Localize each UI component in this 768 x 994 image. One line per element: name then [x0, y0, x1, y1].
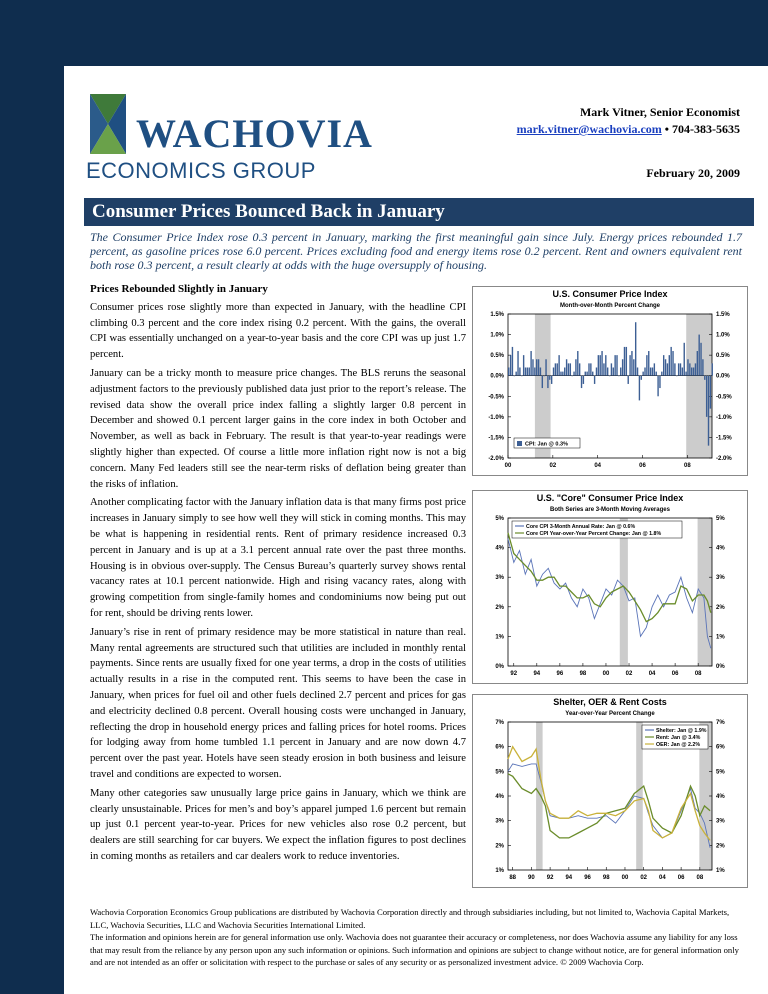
y-tick-label: 0%	[495, 664, 504, 670]
cpi-bar	[616, 355, 617, 376]
cpi-bar	[530, 351, 531, 376]
y-tick-label: 4%	[716, 794, 725, 800]
y-tick-label: 1.5%	[490, 312, 504, 318]
y-tick-label: 1%	[495, 634, 504, 641]
chart-subtitle: Year-over-Year Percent Change	[565, 711, 655, 717]
section-heading: Prices Rebounded Slightly in January	[90, 283, 268, 295]
cpi-bar	[538, 359, 539, 375]
cpi-bar	[676, 376, 677, 377]
cpi-bar	[536, 359, 537, 375]
cpi-bar	[515, 372, 516, 376]
disclaimer-paragraph-2: The information and opinions herein are for general information use only. Wachovia does not guarantee their accuracy or completeness, nor does Wachovia assume any liability for any loss that may result from the reliance by any person upon any such information or opinions. Such information and opinions are subject to change without notice, are for general information only and are not intended as an offer or solicitation with respect to the purchase or sales of any security or as personalized investment advice. © 2009 Wachovia Corp.	[90, 932, 739, 967]
cpi-bar	[553, 367, 554, 375]
cpi-bar	[704, 376, 705, 380]
cpi-bar	[525, 367, 526, 375]
x-tick-label: 06	[639, 463, 646, 469]
cpi-bar	[605, 355, 606, 376]
cpi-bar	[618, 376, 619, 377]
disclaimer-paragraph-1: Wachovia Corporation Economics Group publications are distributed by Wachovia Corporation directly and through subsidiaries including, but not limited to, Wachovia Capital Markets, LLC, Wachovia Securities, LLC and Wachovia Securities International Limited.	[90, 907, 730, 930]
cpi-bar	[698, 335, 699, 376]
y-tick-label: -0.5%	[488, 394, 504, 401]
cpi-bar	[702, 359, 703, 375]
chart-title: U.S. Consumer Price Index	[552, 289, 668, 299]
cpi-bar	[510, 355, 511, 376]
x-tick-label: 08	[683, 463, 691, 469]
report-date: February 20, 2009	[646, 166, 740, 180]
cpi-bar	[562, 372, 563, 376]
x-tick-label: 92	[546, 875, 554, 881]
y-tick-label: 5%	[716, 516, 725, 522]
cpi-bar	[639, 376, 640, 401]
author-phone: • 704-383-5635	[661, 122, 740, 136]
cpi-bar	[512, 347, 513, 376]
y-tick-label: 1.0%	[490, 332, 504, 339]
cpi-bar	[571, 376, 572, 377]
cpi-bar	[663, 355, 664, 376]
cpi-bar	[613, 367, 614, 375]
cpi-bar	[712, 363, 713, 375]
cpi-bar	[626, 347, 627, 376]
author-block	[517, 104, 740, 138]
cpi-bar	[542, 376, 543, 388]
y-tick-label: 3%	[495, 818, 504, 825]
cpi-bar	[590, 363, 591, 375]
cpi-bar	[710, 376, 711, 409]
cpi-bar	[609, 376, 610, 377]
cpi-bar	[585, 372, 586, 376]
y-tick-label: 7%	[716, 720, 725, 726]
cpi-bar	[543, 376, 544, 377]
cpi-bar	[635, 322, 636, 375]
x-tick-label: 98	[579, 671, 587, 677]
body-paragraph-2: January can be a tricky month to measure price changes. The BLS reruns the seasonal adjustment factors to the previously published data just prior to the report’s release. The revised data show the overall price index falling a slightly larger 0.8 percent in December and showed 0.1 percent larger gains in the core index in both October and November, as well as back in February. The result is that year-to-year readings were slightly higher than expected. Of course a little more inflation right now is not a big concern. Many Fed leaders still see the near-term risks of deflation being greater than the risks of inflation.	[90, 367, 466, 490]
cpi-bar	[586, 372, 587, 376]
y-tick-label: 1%	[716, 868, 725, 874]
legend-entry: Core CPI Year-over-Year Percent Change: Jan @ 1.8%	[526, 531, 662, 537]
legend-swatch	[517, 441, 522, 446]
chart-shelter-svg	[472, 694, 748, 888]
cpi-bar	[594, 376, 595, 384]
cpi-bar	[695, 363, 696, 375]
legend-entry: OER: Jan @ 2.2%	[656, 742, 701, 748]
x-tick-label: 04	[594, 463, 602, 469]
y-tick-label: 5%	[716, 769, 725, 776]
cpi-bar	[654, 363, 655, 375]
x-tick-label: 00	[504, 463, 512, 469]
cpi-bar	[691, 367, 692, 375]
body-paragraph-3: Another complicating factor with the January inflation data is that many firms post price increases in January simply to see how well they will stick in coming months. This may be what is happening in residential rents. Rent of primary residence increased 0.3 percent in January and is up at a 3.1 percent annual rate over the past three months. Housing is in obvious over-supply. The Census Bureau’s quarterly survey shows rental vacancy rates at 10.1 percent nationwide. High and rising vacancy rates, along with growing competition from single-family homes and condominiums now being put out for rent, should be driving rents lower.	[90, 497, 466, 619]
cpi-bar	[527, 367, 528, 375]
cpi-bar	[577, 351, 578, 376]
y-tick-label: -2.0%	[716, 456, 732, 462]
report-summary: The Consumer Price Index rose 0.3 percent in January, marking the first meaningful gain since July. Energy prices rebounded 1.7 percent, as gasoline prices rose 6.0 percent. Prices excluding food and energy items rose 0.2 percent. Rent and owners equivalent rent both rose 0.3 percent, a result clearly at odds with the huge oversupply of housing.	[90, 230, 742, 272]
body-paragraph-1: Consumer prices rose slightly more than expected in January, with the headline CPI climbing 0.3 percent and the core index rising 0.2 percent. With the gains, the overall CPI was essentially unchanged on a year-to-year basis and the core CPI was up just 1.7 percent.	[90, 301, 466, 361]
chart-cpi-monthly	[472, 286, 748, 476]
x-tick-label: 02	[549, 463, 557, 469]
cpi-bar	[641, 376, 642, 380]
y-tick-label: 2%	[495, 843, 504, 850]
cpi-bar	[656, 372, 657, 376]
cpi-bar	[601, 351, 602, 376]
y-tick-label: -2.0%	[488, 456, 504, 462]
cpi-bar	[564, 367, 565, 375]
x-tick-label: 06	[677, 875, 685, 881]
cpi-bar	[558, 355, 559, 376]
y-tick-label: 6%	[716, 744, 725, 751]
chart-subtitle: Month-over-Month Percent Change	[560, 303, 660, 309]
y-tick-label: 1%	[495, 868, 504, 874]
cpi-bar	[689, 363, 690, 375]
cpi-bar	[700, 343, 701, 376]
x-tick-label: 00	[621, 875, 629, 881]
chart-core-cpi-svg	[472, 490, 748, 684]
cpi-bar	[560, 372, 561, 376]
cpi-bar	[708, 376, 709, 446]
cpi-bar	[629, 355, 630, 376]
cpi-bar	[555, 363, 556, 375]
x-tick-label: 88	[509, 875, 517, 881]
report-title: Consumer Prices Bounced Back in January	[84, 198, 754, 226]
cpi-bar	[551, 376, 552, 384]
x-tick-label: 08	[696, 875, 704, 881]
legend-entry: Shelter: Jan @ 1.9%	[656, 728, 707, 734]
cpi-bar	[579, 363, 580, 375]
author-email-link[interactable]: mark.vitner@wachovia.com	[516, 122, 662, 136]
cpi-bar	[557, 363, 558, 375]
y-tick-label: 5%	[495, 516, 504, 522]
y-tick-label: 5%	[495, 769, 504, 776]
cpi-bar	[642, 372, 643, 376]
x-tick-label: 94	[565, 875, 573, 881]
y-tick-label: -1.0%	[488, 414, 504, 421]
wachovia-logo-icon	[84, 90, 132, 158]
cpi-bar	[532, 359, 533, 375]
chart-subtitle: Both Series are 3-Month Moving Averages	[550, 507, 670, 513]
author-name: Mark Vitner, Senior Economist	[579, 105, 740, 119]
cpi-bar	[529, 367, 530, 375]
y-tick-label: 0.0%	[490, 373, 504, 380]
author-contact	[517, 121, 740, 138]
cpi-bar	[637, 367, 638, 375]
y-tick-label: 1.5%	[716, 312, 730, 318]
cpi-bar	[517, 351, 518, 376]
y-tick-label: 1.0%	[716, 332, 730, 339]
cpi-bar	[547, 376, 548, 388]
chart-cpi-monthly-svg	[472, 286, 748, 476]
x-tick-label: 94	[533, 671, 541, 677]
cpi-bar	[611, 363, 612, 375]
recession-band	[620, 518, 628, 666]
y-tick-label: 0%	[716, 664, 725, 670]
y-tick-label: 0.0%	[716, 373, 730, 380]
cpi-bar	[588, 363, 589, 375]
x-tick-label: 90	[528, 875, 535, 881]
body-paragraph-4: January’s rise in rent of primary residence may be more statistical in nature than real. Many rental agreements are structured such that utilities are included in monthly rental payments. Since rents are usually fixed for one year terms, a drop in the costs of utilities actually results in a rise in the computed rent. This seems to have been the case in January, when prices for fuel oil and other fuels declined 2.7 percent and prices for gas and electricity declined 0.8 percent. Overall housing costs were unchanged in January, reflecting the drop in household energy prices and falling prices for hotel rooms. Prices for lodging away from home tumbled 1.1 percent in January and are now down 4.7 percent over the past year. Hotels have seen steady erosion in both business and leisure travel and conditions are expected to worsen.	[90, 626, 466, 780]
cpi-bar	[545, 359, 546, 375]
x-tick-label: 04	[659, 875, 666, 881]
x-tick-label: 04	[648, 671, 656, 677]
x-tick-label: 02	[640, 875, 648, 881]
logo-subtitle: ECONOMICS GROUP	[86, 158, 316, 183]
y-tick-label: 4%	[495, 545, 504, 552]
cpi-bar	[697, 351, 698, 376]
cpi-bar	[514, 376, 515, 377]
y-tick-label: -1.0%	[716, 414, 732, 421]
cpi-bar	[644, 367, 645, 375]
cpi-bar	[575, 359, 576, 375]
y-tick-label: -1.5%	[716, 435, 732, 442]
cpi-bar	[631, 351, 632, 376]
cpi-bar	[624, 347, 625, 376]
y-tick-label: 2%	[716, 843, 725, 850]
cpi-bar	[596, 367, 597, 375]
chart-core-cpi	[472, 490, 748, 684]
cpi-bar	[549, 376, 550, 380]
cpi-bar	[648, 351, 649, 376]
body-paragraph-5: Many other categories saw unusually large price gains in January, which we think are clearly unsustainable. Prices for men’s and boy’s apparel jumped 1.6 percent but remain up just 0.1 percent year-to-year. Prices for new vehicles also rose 0.2 percent, but dealers are still searching for car buyers. We expect the inflation figures to post declines in coming months as retailers and car dealers work to reduce inventories.	[90, 787, 466, 862]
x-tick-label: 96	[584, 875, 591, 881]
cpi-bar	[684, 343, 685, 376]
cpi-bar	[620, 367, 621, 375]
cpi-bar	[583, 376, 584, 384]
body-column	[90, 282, 466, 868]
legend-entry: Core CPI 3-Month Annual Rate: Jan @ 0.6%	[526, 524, 636, 530]
cpi-bar	[661, 372, 662, 376]
cpi-bar	[667, 363, 668, 375]
cpi-bar	[657, 376, 658, 397]
report-page	[64, 66, 768, 994]
disclaimer-footer	[90, 906, 746, 969]
y-tick-label: 6%	[495, 744, 504, 751]
y-tick-label: 3%	[495, 575, 504, 582]
y-tick-label: 2%	[716, 604, 725, 611]
chart-title: U.S. "Core" Consumer Price Index	[536, 493, 684, 503]
y-tick-label: 3%	[716, 818, 725, 825]
y-tick-label: 4%	[716, 545, 725, 552]
cpi-bar	[674, 363, 675, 375]
cpi-bar	[669, 355, 670, 376]
cpi-bar	[706, 376, 707, 417]
cpi-bar	[670, 347, 671, 376]
chart-shelter	[472, 694, 748, 888]
y-tick-label: 0.5%	[716, 353, 730, 360]
cpi-bar	[568, 363, 569, 375]
cpi-bar	[633, 359, 634, 375]
cpi-bar	[519, 367, 520, 375]
cpi-bar	[646, 355, 647, 376]
chart-title: Shelter, OER & Rent Costs	[553, 697, 667, 707]
x-tick-label: 92	[510, 671, 518, 677]
cpi-bar	[592, 372, 593, 376]
cpi-bar	[672, 351, 673, 376]
cpi-bar	[678, 363, 679, 375]
cpi-bar	[523, 355, 524, 376]
legend-entry: CPI: Jan @ 0.3%	[525, 441, 568, 448]
cpi-bar	[622, 359, 623, 375]
y-tick-label: -0.5%	[716, 394, 732, 401]
x-tick-label: 96	[556, 671, 564, 677]
x-tick-label: 06	[671, 671, 679, 677]
cpi-bar	[652, 367, 653, 375]
y-tick-label: 4%	[495, 794, 504, 800]
cpi-bar	[682, 367, 683, 375]
cpi-bar	[607, 367, 608, 375]
x-tick-label: 08	[694, 671, 702, 677]
x-tick-label: 00	[602, 671, 610, 677]
recession-band	[536, 722, 543, 870]
cpi-bar	[534, 367, 535, 375]
x-tick-label: 02	[625, 671, 633, 677]
y-tick-label: 3%	[716, 575, 725, 582]
cpi-bar	[603, 363, 604, 375]
cpi-bar	[659, 376, 660, 388]
cpi-bar	[600, 355, 601, 376]
cpi-bar	[680, 363, 681, 375]
cpi-bar	[566, 359, 567, 375]
cpi-bar	[650, 367, 651, 375]
cpi-bar	[687, 359, 688, 375]
legend-entry: Rent: Jan @ 3.4%	[656, 735, 701, 741]
y-tick-label: -1.5%	[488, 435, 504, 442]
cpi-bar	[598, 355, 599, 376]
cpi-bar	[521, 376, 522, 377]
cpi-bar	[540, 367, 541, 375]
y-tick-label: 2%	[495, 604, 504, 611]
cpi-bar	[693, 367, 694, 375]
x-tick-label: 98	[602, 875, 610, 881]
cpi-bar	[573, 372, 574, 376]
y-tick-label: 1%	[716, 634, 725, 641]
y-tick-label: 7%	[495, 720, 504, 726]
cpi-bar	[685, 372, 686, 376]
cpi-bar	[628, 376, 629, 384]
cpi-bar	[570, 363, 571, 375]
cpi-bar	[581, 376, 582, 388]
cpi-bar	[614, 355, 615, 376]
logo-wordmark: WACHOVIA	[136, 111, 373, 156]
cpi-bar	[508, 367, 509, 375]
cpi-bar	[665, 359, 666, 375]
y-tick-label: 0.5%	[490, 353, 504, 360]
